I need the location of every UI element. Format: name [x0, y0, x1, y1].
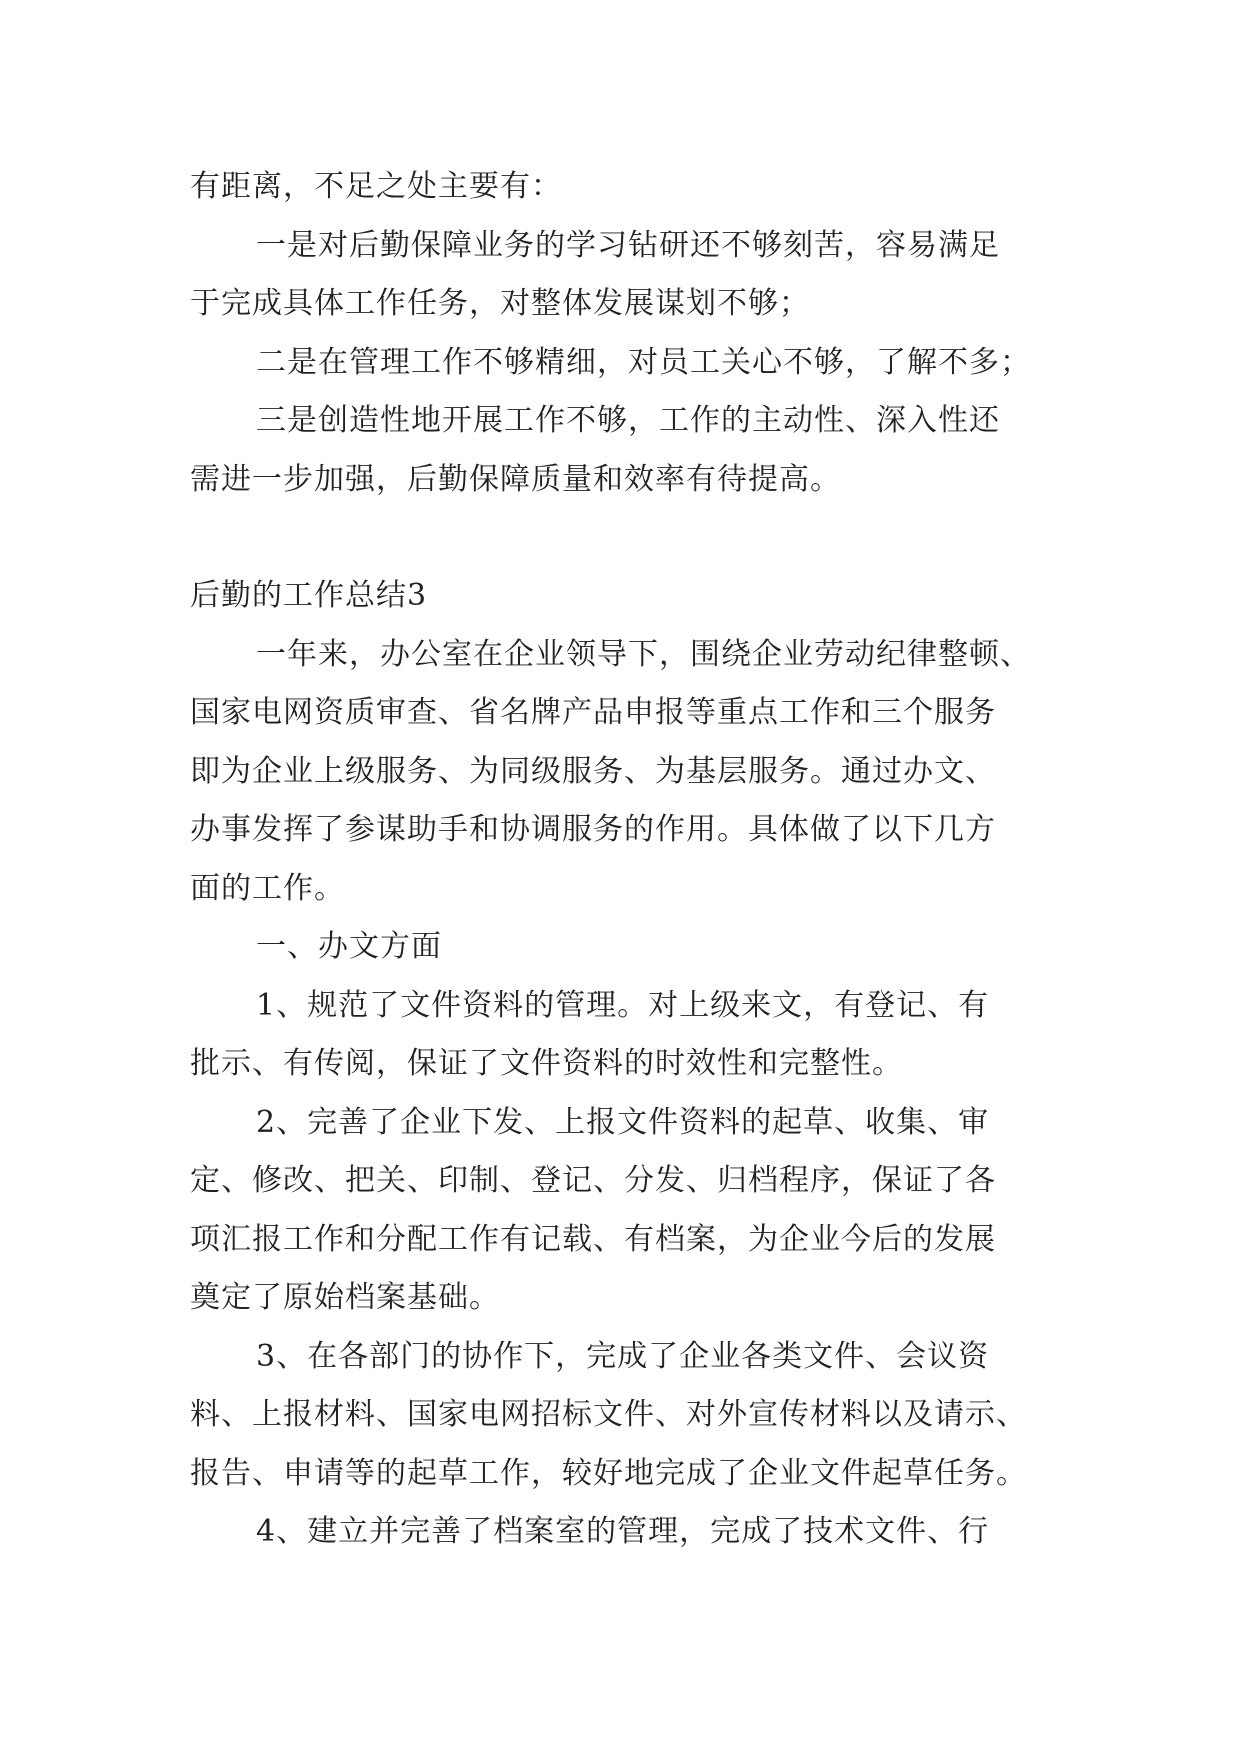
paragraph-line: 2、完善了企业下发、上报文件资料的起草、收集、审: [256, 1104, 990, 1140]
paragraph-line: 二是在管理工作不够精细，对员工关心不够，了解不多；: [256, 344, 1031, 380]
document-body: [190, 158, 1070, 1562]
paragraph-line: 于完成具体工作任务，对整体发展谋划不够；: [190, 286, 810, 321]
paragraph-line: 一是对后勤保障业务的学习钻研还不够刻苦，容易满足: [256, 227, 1000, 263]
paragraph-line: 1、规范了文件资料的管理。对上级来文，有登记、有: [256, 987, 990, 1023]
paragraph-line: 面的工作。: [190, 870, 345, 906]
section-title: 后勤的工作总结3: [190, 578, 428, 613]
paragraph-line: 三是创造性地开展工作不够，工作的主动性、深入性还: [256, 403, 1000, 438]
paragraph-line: 料、上报材料、国家电网招标文件、对外宣传材料以及请示、: [190, 1397, 1027, 1432]
paragraph-line: 办事发挥了参谋助手和协调服务的作用。具体做了以下几方: [190, 812, 996, 847]
paragraph-line: 定、修改、把关、印制、登记、分发、归档程序，保证了各: [190, 1163, 996, 1198]
paragraph-line: 有距离，不足之处主要有：: [190, 169, 562, 204]
paragraph-line: 奠定了原始档案基础。: [190, 1280, 500, 1315]
section-spacer: [190, 509, 1070, 567]
paragraph-line: 需进一步加强，后勤保障质量和效率有待提高。: [190, 461, 841, 497]
paragraph-line: 项汇报工作和分配工作有记载、有档案，为企业今后的发展: [190, 1221, 996, 1257]
subheading: 一、办文方面: [256, 929, 442, 964]
paragraph-line: 4、建立并完善了档案室的管理，完成了技术文件、行: [256, 1514, 990, 1549]
paragraph-line: 3、在各部门的协作下，完成了企业各类文件、会议资: [256, 1338, 990, 1374]
paragraph-line: 国家电网资质审查、省名牌产品申报等重点工作和三个服务: [190, 695, 996, 730]
paragraph-line: 一年来，办公室在企业领导下，围绕企业劳动纪律整顿、: [256, 636, 1031, 672]
paragraph-line: 报告、申请等的起草工作，较好地完成了企业文件起草任务。: [190, 1455, 1027, 1491]
paragraph-line: 即为企业上级服务、为同级服务、为基层服务。通过办文、: [190, 753, 996, 789]
paragraph-line: 批示、有传阅，保证了文件资料的时效性和完整性。: [190, 1046, 903, 1081]
